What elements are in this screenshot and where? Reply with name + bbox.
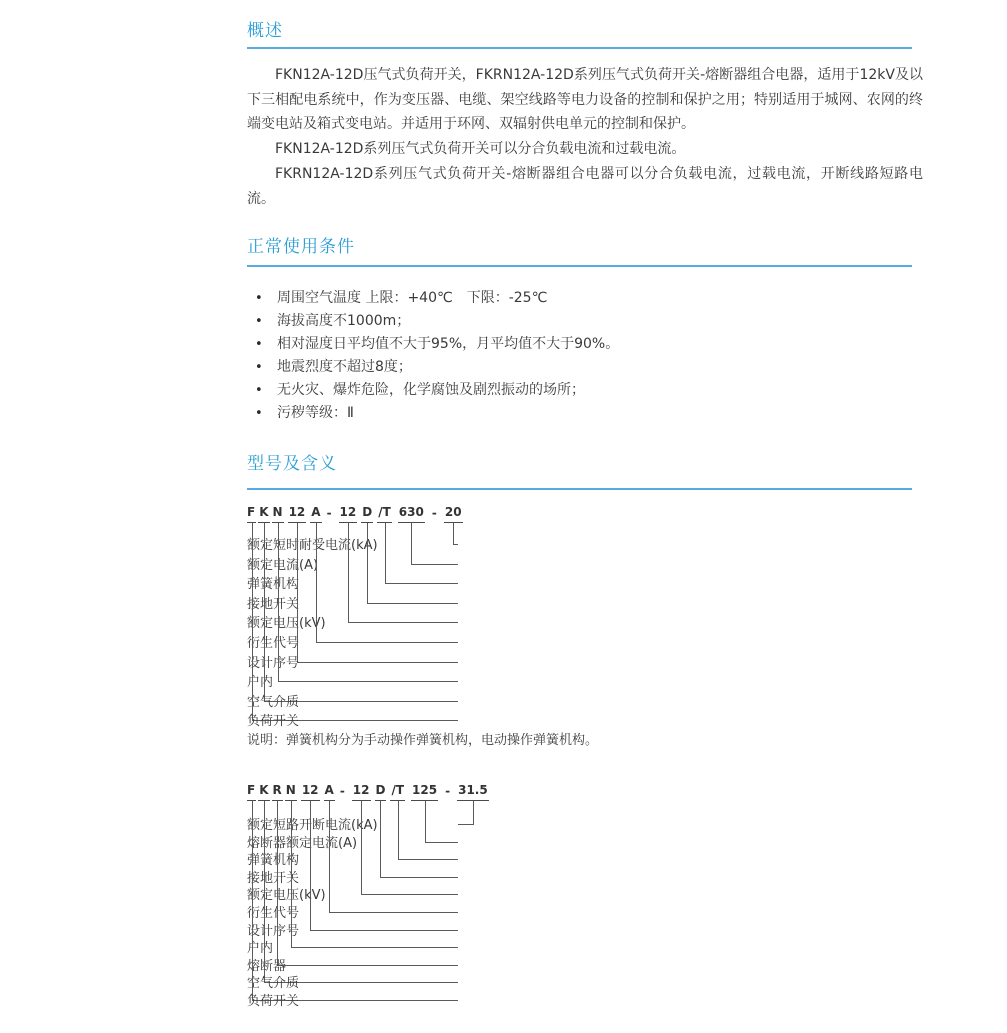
condition-item [255, 310, 619, 333]
model-code-label: 衍生代号 [247, 636, 300, 651]
model-section-title: 型号及含义 [247, 454, 337, 474]
overview-paragraph: FKN12A-12D压气式负荷开关，FKRN12A-12D系列压气式负荷开关-熔断器组合电器，适用于12kV及以下三相配电系统中，作为变压器、电缆、架空线路等电力设备的控制和保护之用；特别适用于城网、农网的终端变电站及箱式变电站。并适用于环网、双辐射供电单元的控制和保护。 [247, 67, 923, 133]
bullet-icon: • [255, 337, 263, 352]
model-code-segment: - [431, 506, 437, 520]
model-branch-lines [247, 783, 947, 1013]
model-code-segment: 12 [288, 505, 307, 523]
model-code-segment: N [285, 783, 297, 801]
model-code-segment: R [272, 783, 283, 801]
condition-item [255, 379, 619, 402]
condition-text: 周围空气温度 上限：+40℃ 下限：-25℃ [277, 290, 548, 306]
model-code-segment: /T [377, 505, 392, 523]
model-code-label: 额定电压(kV) [247, 616, 326, 631]
overview-paragraphs [247, 63, 923, 211]
condition-item [255, 402, 619, 425]
model-code-segment: K [258, 783, 269, 801]
model-code-label: 负荷开关 [247, 994, 300, 1009]
model-code-segment: 125 [411, 783, 438, 801]
model-diagram-fkn [247, 505, 947, 735]
model-note: 说明：弹簧机构分为手动操作弹簧机构，电动操作弹簧机构。 [247, 733, 599, 748]
condition-text: 相对湿度日平均值不大于95%，月平均值不大于90%。 [277, 336, 620, 352]
bullet-icon: • [255, 314, 263, 329]
model-code-label: 额定电流(A) [247, 558, 319, 573]
model-code-segment: 12 [301, 783, 320, 801]
model-code-label: 户内 [247, 941, 274, 956]
model-code-label: 空气介质 [247, 976, 300, 991]
conditions-section-underline [247, 265, 912, 267]
model-code-segment: - [339, 784, 345, 798]
model-diagram-fkrn [247, 783, 947, 1013]
condition-item [255, 333, 619, 356]
bullet-icon: • [255, 383, 263, 398]
model-code-segment: A [310, 505, 321, 523]
bullet-icon: • [255, 406, 263, 421]
model-code-segment: D [361, 505, 373, 523]
model-code-segment: - [445, 784, 451, 798]
condition-item [255, 287, 619, 310]
model-code-segment: 31.5 [457, 783, 489, 801]
model-code-segment: 630 [398, 505, 425, 523]
overview-paragraph: FKN12A-12D系列压气式负荷开关可以分合负载电流和过载电流。 [275, 141, 686, 158]
model-code-label: 额定电压(kV) [247, 888, 326, 903]
model-code-segment: D [375, 783, 387, 801]
model-code [247, 783, 947, 801]
model-code-segment: N [272, 505, 284, 523]
model-code-label: 接地开关 [247, 871, 300, 886]
model-code-label: 负荷开关 [247, 714, 300, 729]
model-code-segment: A [324, 783, 335, 801]
bullet-icon: • [255, 360, 263, 375]
model-code-label: 空气介质 [247, 695, 300, 710]
model-code-label: 额定短路开断电流(kA) [247, 818, 378, 833]
model-code [247, 505, 947, 523]
model-code-label: 熔断器 [247, 959, 287, 974]
model-section-underline [247, 488, 912, 490]
model-code-label: 设计序号 [247, 656, 300, 671]
model-code-label: 设计序号 [247, 924, 300, 939]
model-code-segment: /T [390, 783, 405, 801]
model-code-label: 户内 [247, 675, 274, 690]
bullet-icon: • [255, 291, 263, 306]
model-code-segment: 20 [444, 505, 463, 523]
model-code-label: 接地开关 [247, 597, 300, 612]
condition-text: 海拔高度不1000m； [277, 313, 411, 329]
condition-text: 无火灾、爆炸危险，化学腐蚀及剧烈振动的场所； [277, 382, 585, 398]
model-code-segment: 12 [352, 783, 371, 801]
model-code-label: 衍生代号 [247, 906, 300, 921]
model-code-label: 额定短时耐受电流(kA) [247, 538, 378, 553]
overview-section-underline [247, 47, 912, 49]
model-code-segment: - [326, 506, 332, 520]
model-code-segment: F [247, 783, 256, 801]
model-code-label: 弹簧机构 [247, 577, 300, 592]
model-code-segment: 12 [339, 505, 358, 523]
condition-text: 污秽等级：Ⅱ [277, 405, 354, 421]
model-code-segment: F [247, 505, 256, 523]
model-branch-lines [247, 505, 947, 735]
model-code-segment: K [258, 505, 269, 523]
model-code-label: 熔断器额定电流(A) [247, 836, 358, 851]
conditions-section-title: 正常使用条件 [247, 237, 355, 257]
overview-section-title: 概述 [247, 21, 283, 41]
condition-text: 地震烈度不超过8度； [277, 359, 412, 375]
condition-item [255, 356, 619, 379]
overview-paragraph: FKRN12A-12D系列压气式负荷开关-熔断器组合电器可以分合负载电流，过载电流，开断线路短路电流。 [247, 165, 923, 207]
model-code-label: 弹簧机构 [247, 853, 300, 868]
conditions-list [255, 287, 619, 425]
